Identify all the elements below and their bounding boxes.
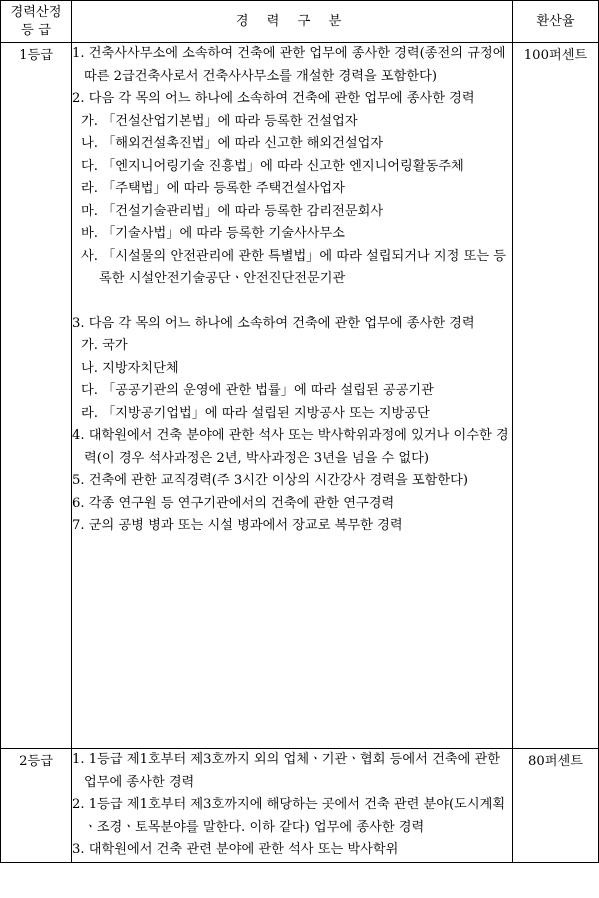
header-grade [1,1,72,43]
grade-cell: 2등급 [1,749,72,863]
list-item: 6. 각종 연구원 등 연구기관에서의 건축에 관한 연구경력 [72,495,395,511]
list-item: 3. 다음 각 목의 어느 하나에 소속하여 건축에 관한 업무에 종사한 경력 [72,315,475,331]
grade-cell: 1등급 [1,43,72,749]
sub-item: 라. 「지방공기업법」에 따라 설립된 지방공사 또는 지방공단 [81,405,430,421]
list-item: 1. 건축사사무소에 소속하여 건축에 관한 업무에 종사한 경력(종전의 규정에 따른 2급건축사로서 건축사사무소를 개설한 경력을 포함한다) [72,46,506,84]
rate-cell: 80퍼센트 [513,749,599,863]
list-item: 3. 대학원에서 건축 관련 분야에 관한 석사 또는 박사학위 [72,842,399,857]
table-header-row [1,1,599,43]
sub-item: 다. 「엔지니어링기술 진흥법」에 따라 신고한 엔지니어링활동주체 [81,158,464,174]
spacer [72,291,509,313]
header-grade-line1: 경력산정 [10,4,62,20]
sub-item: 가. 국가 [81,338,128,353]
list-item: 5. 건축에 관한 교직경력(주 3시간 이상의 시간강사 경력을 포함한다) [72,473,469,488]
category-cell [72,749,513,863]
table-row [1,749,599,863]
table-row [1,43,599,749]
header-grade-line2: 등 급 [21,22,51,38]
sub-item: 바. 「기술사법」에 따라 등록한 기술사사무소 [81,226,345,241]
sub-item: 나. 「해외건설촉진법」에 따라 신고한 해외건설업자 [81,136,384,151]
sub-item: 마. 「건설기술관리법」에 따라 등록한 감리전문회사 [81,203,384,219]
sub-item: 라. 「주택법」에 따라 등록한 주택건설사업자 [81,181,345,196]
list-item: 2. 다음 각 목의 어느 하나에 소속하여 건축에 관한 업무에 종사한 경력 [72,91,475,106]
list-item: 2. 1등급 제1호부터 제3호까지에 해당하는 곳에서 건축 관련 분야(도시계획ㆍ조경ㆍ토목분야를 말한다. 이하 같다) 업무에 종사한 경력 [72,797,506,835]
rate-cell: 100퍼센트 [513,43,599,749]
list-item: 4. 대학원에서 건축 분야에 관한 석사 또는 박사학위과정에 있거나 이수한 경력(이 경우 석사과정은 2년, 박사과정은 3년을 넘을 수 없다) [72,428,509,466]
header-rate: 환산율 [513,1,599,43]
sub-item: 사. 「시설물의 안전관리에 관한 특별법」에 따라 설립되거나 지정 또는 등록한 시설안전기술공단ㆍ안전진단전문기관 [81,248,506,286]
list-item: 7. 군의 공병 병과 또는 시설 병과에서 장교로 복무한 경력 [72,518,403,533]
sub-item: 나. 지방자치단체 [81,360,179,376]
header-category: 경 력 구 분 [72,1,513,43]
sub-item: 가. 「건설산업기본법」에 따라 등록한 건설업자 [81,113,358,129]
list-item: 1. 1등급 제1호부터 제3호까지 외의 업체ㆍ기관ㆍ협회 등에서 건축에 관한 업무에 종사한 경력 [72,752,500,790]
category-cell [72,43,513,749]
sub-item: 다. 「공공기관의 운영에 관한 법률」에 따라 설립된 공공기관 [81,383,434,398]
